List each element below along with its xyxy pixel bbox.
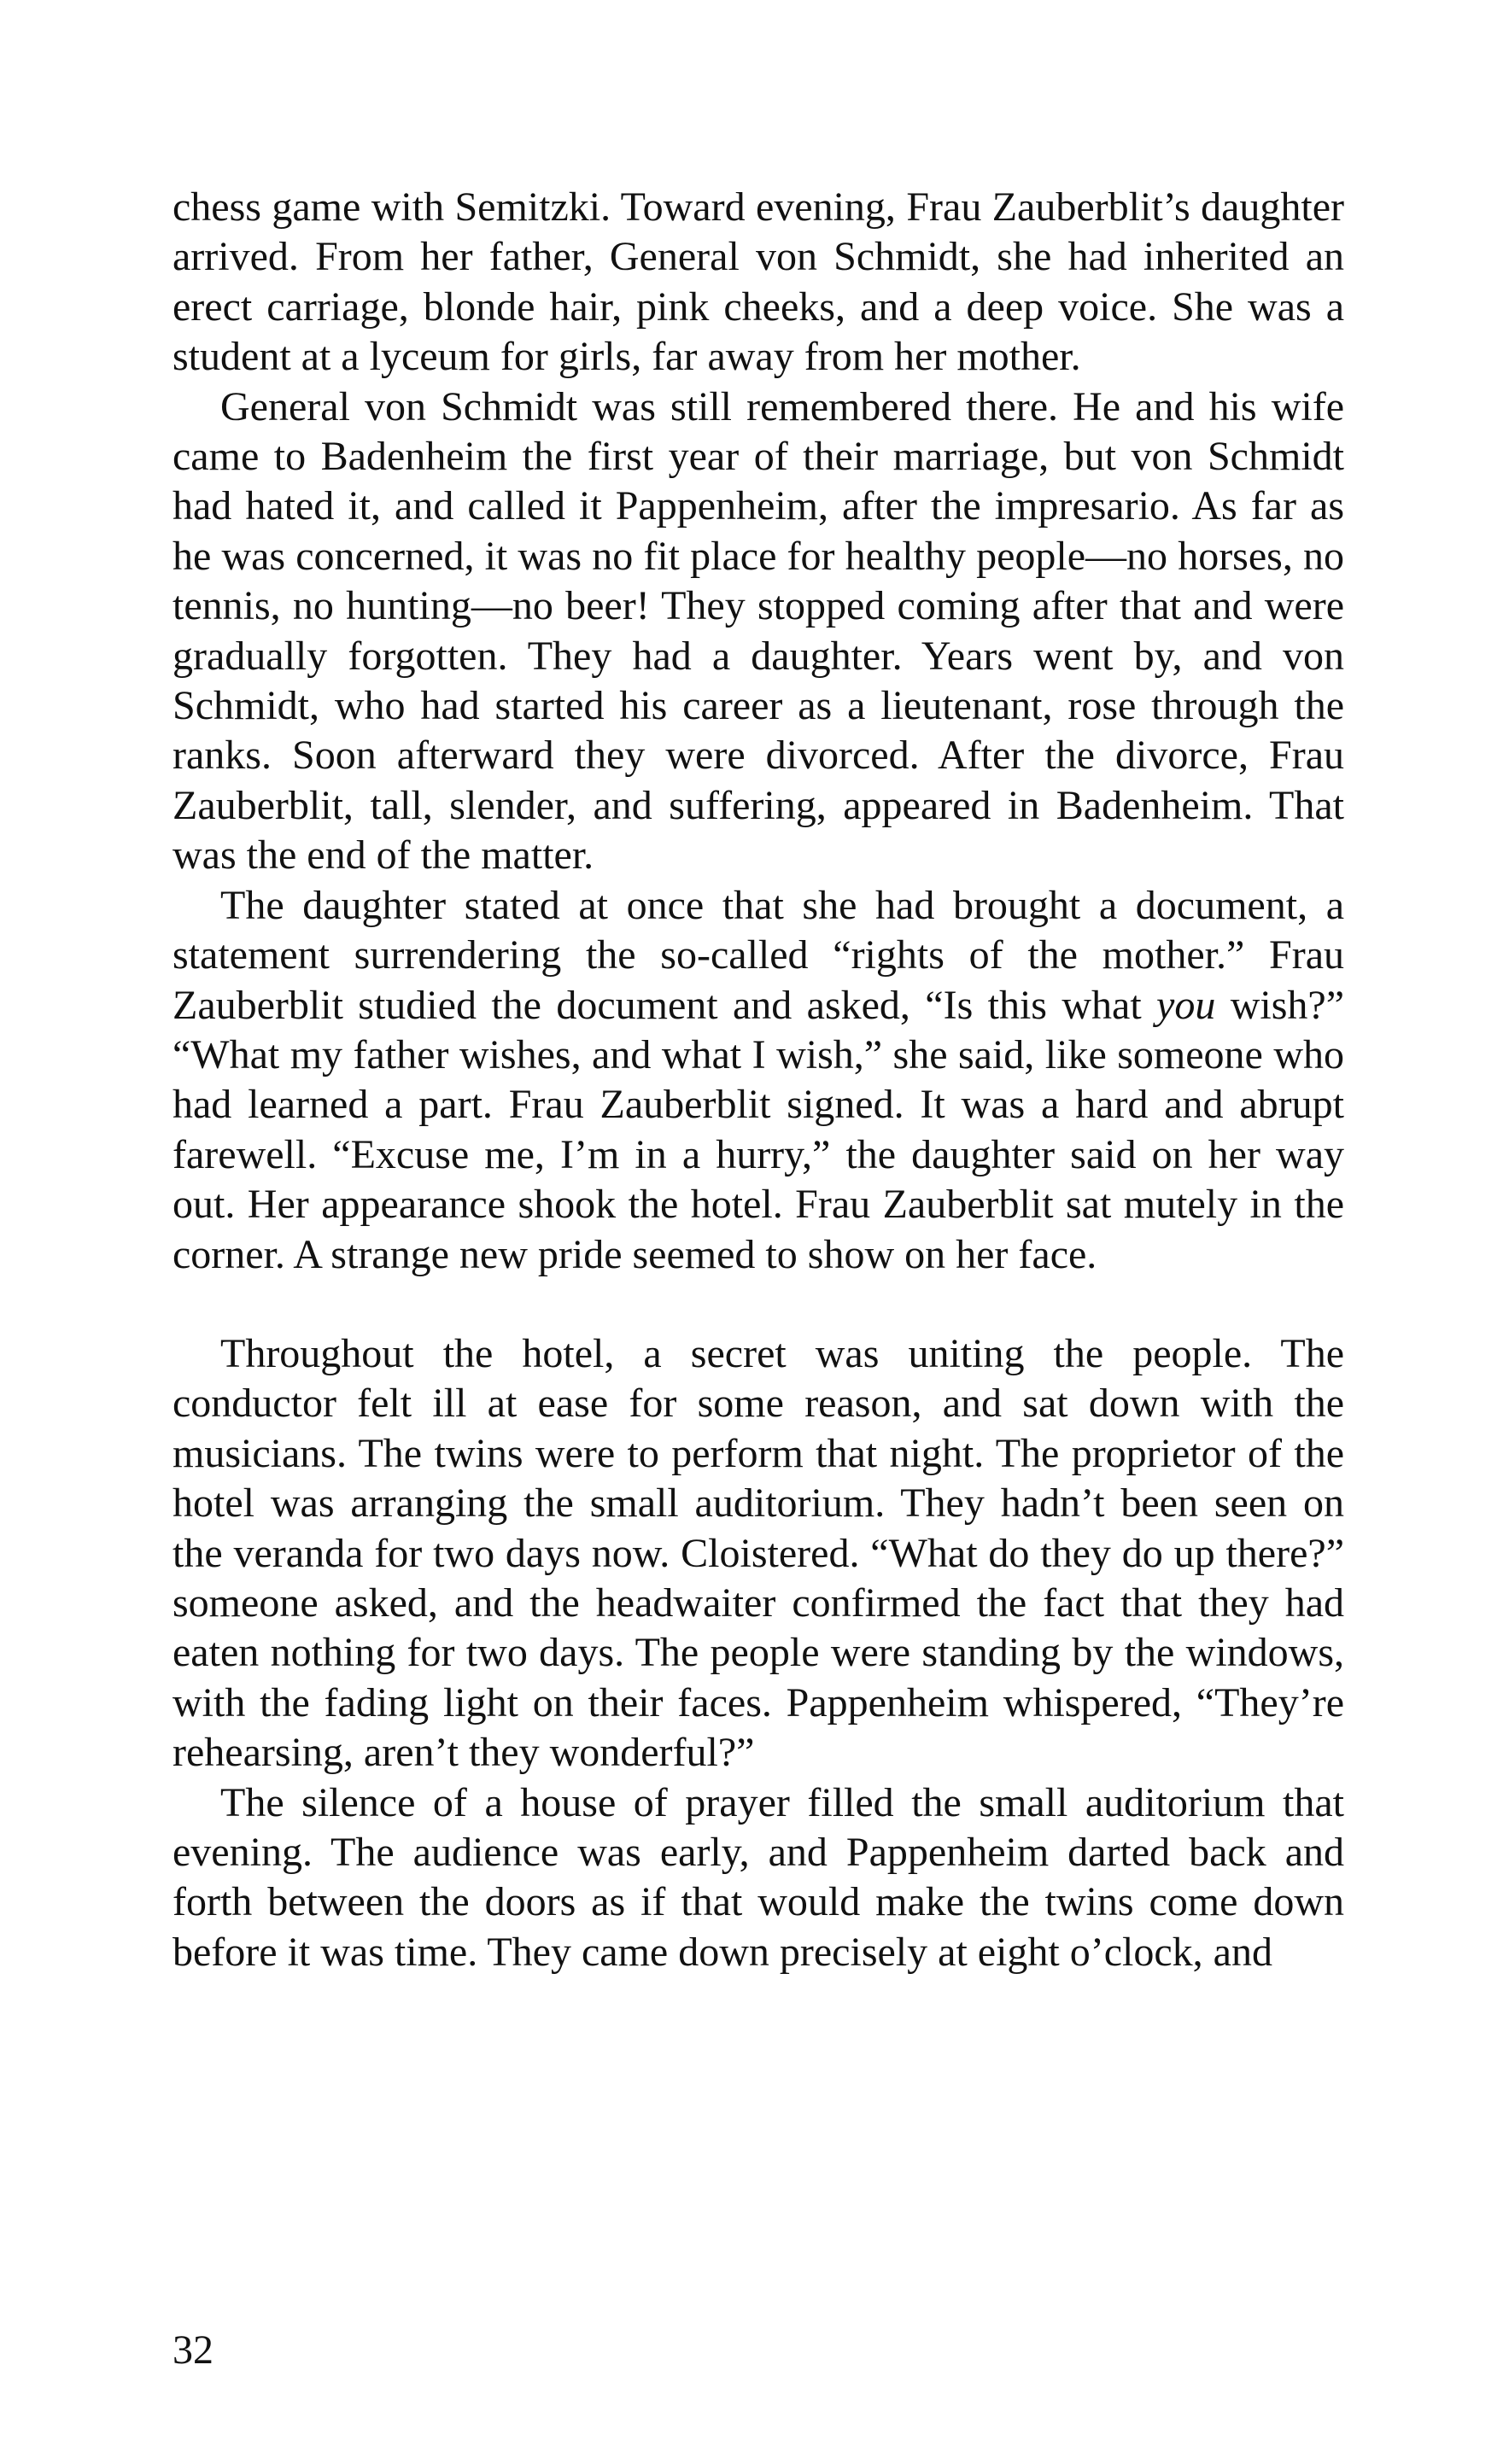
paragraph-auditorium-silence: The silence of a house of prayer filled the small auditorium that evening. The audience was early, and Pappenheim darted back and forth between the doors as if that would make the twins come down before it was time. They came down precisely at eight o’clock, and <box>173 1779 1344 1975</box>
paragraph-document-signing <box>173 881 1344 1280</box>
emphasized-word: you <box>1156 982 1216 1028</box>
paragraph-hotel-secret: Throughout the hotel, a secret was uniting the people. The conductor felt ill at ease for some reason, and sat down with the musicians. The twins were to perform that night. The proprietor of the hotel was arranging the small auditorium. They hadn’t been seen on the veranda for two days now. Cloistered. “What do they do up there?” someone asked, and the headwaiter confirmed the fact that they had eaten nothing for two days. The people were standing by the windows, with the fading light on their faces. Pappenheim whispered, “They’re rehearsing, aren’t they wonderful?” <box>173 1330 1344 1776</box>
page-number: 32 <box>173 2327 213 2373</box>
paragraph-daughter-arrival: chess game with Semitzki. Toward evening, Frau Zauberblit’s daughter arrived. From her father, General von Schmidt, she had inherited an erect carriage, blonde hair, pink cheeks, and a deep voice. She was a student at a lyceum for girls, far away from her mother. <box>173 184 1344 380</box>
paragraph-general-von-schmidt: General von Schmidt was still remembered there. He and his wife came to Badenheim the first year of their marriage, but von Schmidt had hated it, and called it Pappenheim, after the impresario. As far as he was concerned, it was no fit place for healthy people—no horses, no tennis, no hunting—no beer! They stopped coming after that and were gradually forgotten. They had a daughter. Years went by, and von Schmidt, who had started his career as a lieutenant, rose through the ranks. Soon afterward they were divorced. After the divorce, Frau Zauberblit, tall, slender, and suffering, appeared in Badenheim. That was the end of the matter. <box>173 383 1344 879</box>
paragraph-document-signing-part-2: wish?” “What my father wishes, and what I wish,” she said, like someone who had learned a part. Frau Zauberblit signed. It was a hard and abrupt farewell. “Excuse me, I’m in a hurry,” the daughter said on her way out. Her appearance shook the hotel. Frau Zauberblit sat mutely in the corner. A strange new pride seemed to show on her face. <box>173 982 1344 1277</box>
paragraph-document-signing-part-1: The daughter stated at once that she had brought a document, a statement surrendering the so-called “rights of the mother.” Frau Zauberblit studied the document and asked, “Is this what <box>173 882 1344 1028</box>
body-text <box>173 183 1344 1977</box>
